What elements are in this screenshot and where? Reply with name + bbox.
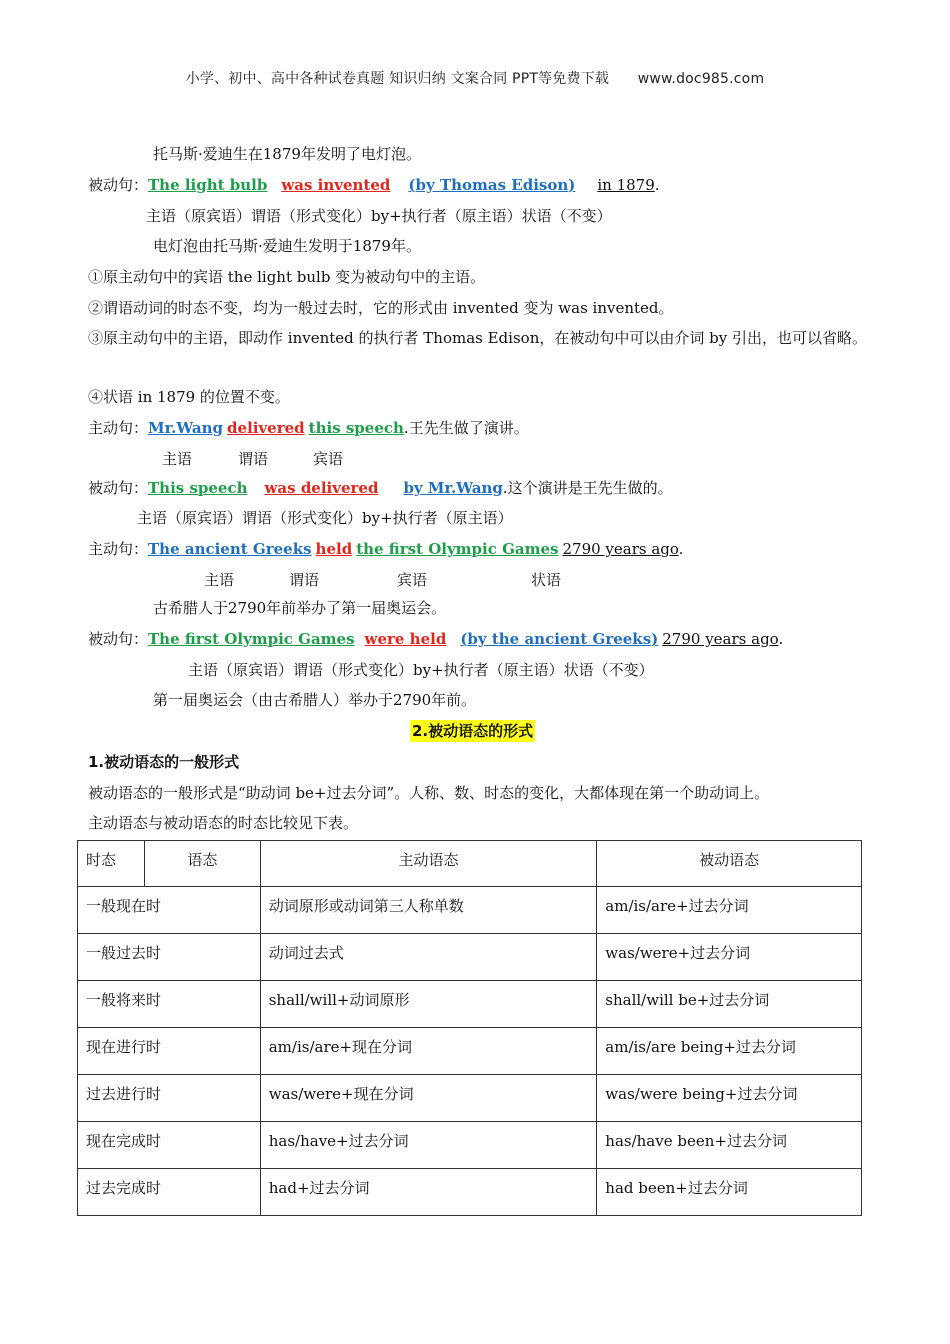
row-tense: 现在完成时 [78,1122,261,1169]
ex3-open-paren: ( [460,630,468,648]
ex3-adverbial: 2790 years ago [562,540,679,558]
section-subtitle: 1.被动语态的一般形式 [88,753,240,771]
row-active: shall/will+动词原形 [260,981,597,1028]
ex3-dot: . [678,540,684,558]
ex1-agent: by Thomas Edison [415,176,569,194]
row-passive: shall/will be+过去分词 [597,981,862,1028]
ex2-p-verb: was delivered [264,479,379,497]
row-active: had+过去分词 [260,1169,597,1216]
ex3-translation-passive: 第一届奥运会（由古希腊人）举办于2790年前。 [153,691,477,709]
row-passive: has/have been+过去分词 [597,1122,862,1169]
ex3-passive-line [88,628,783,650]
table-row [78,981,862,1028]
ex3-p-dot: . [778,630,784,648]
row-active: 动词原形或动词第三人称单数 [260,887,597,934]
table-row [78,934,862,981]
ex1-adverbial: in 1879 [597,176,655,194]
ex2-p-roles: 主语（原宾语）谓语（形式变化）by+执行者（原主语） [137,509,513,527]
table-header-row [78,841,862,887]
header-tense: 时态 [78,841,145,887]
row-tense: 现在进行时 [78,1028,261,1075]
ex3-role-subject: 主语 [204,571,235,589]
table-row [78,1169,862,1216]
note-2: ②谓语动词的时态不变，均为一般过去时，它的形式由 invented 变为 was invented。 [88,299,674,317]
row-active: was/were+现在分词 [260,1075,597,1122]
ex2-role-subject: 主语 [162,450,193,468]
tense-table [77,840,862,1216]
row-passive: am/is/are+过去分词 [597,887,862,934]
ex3-object: the first Olympic Games [356,540,559,558]
ex2-p-agent: by Mr.Wang [403,479,503,497]
ex3-p-adverbial: 2790 years ago [662,630,779,648]
row-active: 动词过去式 [260,934,597,981]
table-row [78,1122,862,1169]
header-passive: 被动语态 [597,841,862,887]
ex1-passive-label: 被动句： [88,176,149,194]
ex2-passive-tail: .这个演讲是王先生做的。 [502,479,673,497]
ex3-close-paren: ) [651,630,659,648]
ex2-active-tail: .王先生做了演讲。 [403,419,529,437]
row-passive: was/were being+过去分词 [597,1075,862,1122]
ex3-verb: held [315,540,353,558]
header-active: 主动语态 [260,841,597,887]
ex1-translation-active: 托马斯·爱迪生在1879年发明了电灯泡。 [153,145,421,163]
ex1-translation-passive: 电灯泡由托马斯·爱迪生发明于1879年。 [153,237,421,255]
header-site: www.doc985.com [637,71,765,87]
row-tense: 过去进行时 [78,1075,261,1122]
row-tense: 一般将来时 [78,981,261,1028]
header-voice: 语态 [144,841,260,887]
row-tense: 过去完成时 [78,1169,261,1216]
header-text: 小学、初中、高中各种试卷真题 知识归纳 文案合同 PPT等免费下载 [185,71,610,87]
ex2-subject: Mr.Wang [148,419,224,437]
row-passive: am/is/are being+过去分词 [597,1028,862,1075]
section-para2: 主动语态与被动语态的时态比较见下表。 [88,814,359,832]
ex1-subject: The light bulb [148,176,268,194]
ex2-verb: delivered [227,419,305,437]
ex3-active-label: 主动句： [88,540,149,558]
ex2-active-label: 主动句： [88,419,149,437]
row-tense: 一般过去时 [78,934,261,981]
ex3-role-object: 宾语 [397,571,428,589]
ex2-p-subject: This speech [148,479,248,497]
ex2-role-object: 宾语 [313,450,344,468]
table-row [78,1028,862,1075]
note-4: ④状语 in 1879 的位置不变。 [88,388,290,406]
ex1-roles: 主语（原宾语）谓语（形式变化）by+执行者（原主语）状语（不变） [146,207,612,225]
row-passive: was/were+过去分词 [597,934,862,981]
ex3-role-verb: 谓语 [289,571,320,589]
ex3-translation-active: 古希腊人于2790年前举办了第一届奥运会。 [153,599,447,617]
note-1: ①原主动句中的宾语 the light bulb 变为被动句中的主语。 [88,268,486,286]
ex2-object: this speech [308,419,404,437]
table-row [78,1075,862,1122]
table-row [78,887,862,934]
ex1-passive-line [88,174,660,196]
row-active: am/is/are+现在分词 [260,1028,597,1075]
page-header [0,68,950,88]
ex2-passive-line [88,477,673,499]
ex3-p-subject: The first Olympic Games [148,630,355,648]
ex3-active-line [88,538,683,560]
ex2-active-line [88,417,529,439]
ex1-verb: was invented [281,176,391,194]
ex1-open-paren: ( [408,176,416,194]
ex3-subject: The ancient Greeks [148,540,312,558]
row-tense: 一般现在时 [78,887,261,934]
ex1-dot: . [654,176,660,194]
section-title: 2.被动语态的形式 [412,722,534,740]
ex3-passive-label: 被动句： [88,630,149,648]
section-para1: 被动语态的一般形式是“助动词 be+过去分词”。人称、数、时态的变化，大都体现在第一个助动词上。 [88,784,770,802]
ex3-role-adverbial: 状语 [531,571,562,589]
ex3-p-verb: were held [364,630,447,648]
ex3-p-roles: 主语（原宾语）谓语（形式变化）by+执行者（原主语）状语（不变） [188,661,654,679]
ex1-close-paren: ) [568,176,576,194]
note-3: ③原主动句中的主语，即动作 invented 的执行者 Thomas Edison，在被动句中可以由介词 by 引出，也可以省略。 [88,329,867,347]
ex2-role-verb: 谓语 [238,450,269,468]
ex2-passive-label: 被动句： [88,479,149,497]
row-passive: had been+过去分词 [597,1169,862,1216]
row-active: has/have+过去分词 [260,1122,597,1169]
ex3-p-agent: by the ancient Greeks [467,630,652,648]
